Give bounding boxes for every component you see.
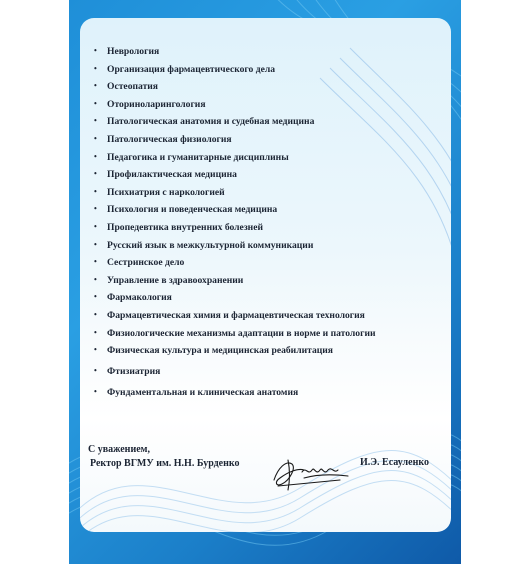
bullet-icon: • [94,204,97,214]
bullet-icon: • [94,186,97,196]
bullet-icon: • [94,222,97,231]
bullet-icon: • [94,257,97,267]
bullet-icon: • [94,366,97,375]
bullet-icon: • [94,169,97,179]
bullet-icon: • [94,292,97,302]
bullet-icon: • [94,81,97,91]
bullet-icon: • [94,387,97,396]
bullet-icon: • [94,345,97,355]
content-panel: • Неврология • Организация фармацевтического дела • Остеопатия • Оториноларингология • Патологическая анатомия и судебная медицина • Патологическая физиология • Педагогика и гуманитарные дисциплины • Профилактическая медицина • Психиатрия с наркологией • Психология и поведенческая медицина • Пропедевтика внутренних болезней • Русский язык в межкультурной коммуникации • Сестринское дело • Управление в здравоохранении • Фармакология • Фармацевтическая химия и фармацевтическая технология • Физиологические механизмы адаптации в норме и патологии • Физическая культура и медицинская реабилитация • Фтизиатрия • Фундаментальная и клиническая анатомия [80,18,451,532]
closing-salutation: С уважением, [88,444,150,455]
bullet-icon: • [94,151,97,161]
handwritten-signature-icon [268,450,352,494]
bullet-icon: • [94,310,97,319]
bullet-icon: • [94,274,97,284]
closing-position: Ректор ВГМУ им. Н.Н. Бурденко [90,458,240,469]
bullet-icon: • [94,46,97,55]
bullet-icon: • [94,327,97,337]
closing-block [88,443,240,471]
signer-name: И.Э. Есауленко [360,457,429,468]
bullet-icon: • [94,239,97,249]
bullet-icon: • [94,98,97,108]
bullet-icon: • [94,63,97,73]
bullet-icon: • [94,116,97,126]
bullet-icon: • [94,134,97,143]
